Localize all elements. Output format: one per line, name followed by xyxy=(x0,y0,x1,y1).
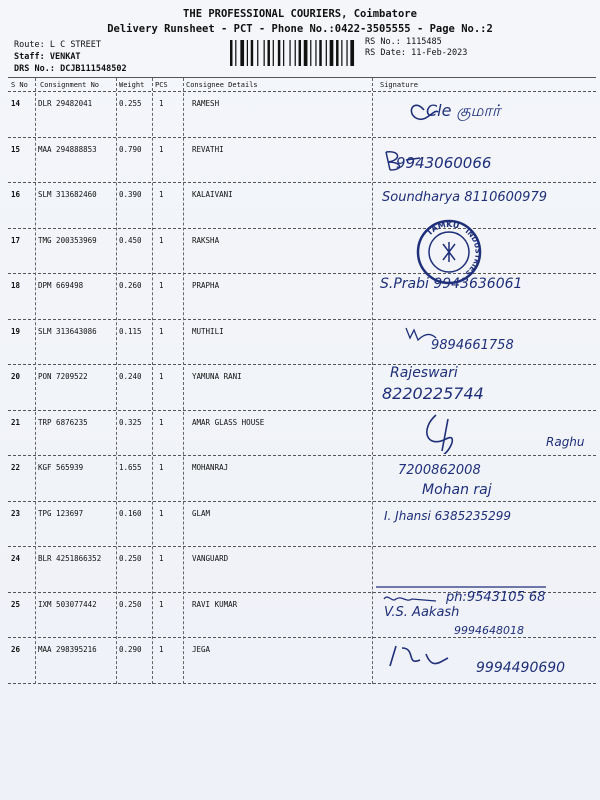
row-weight: 0.255 xyxy=(119,99,142,108)
signature-text: Raghu xyxy=(546,434,585,449)
row-consignee: MUTHILI xyxy=(192,326,224,336)
row-consignee: KALAIVANI xyxy=(192,190,233,199)
row-consignment-no: SLM 313682460 xyxy=(38,190,97,199)
stamp-top-text: TAMKU xyxy=(424,219,461,238)
row-signature xyxy=(376,409,598,455)
column-divider xyxy=(152,78,153,684)
column-divider xyxy=(35,78,36,684)
row-weight: 0.250 xyxy=(119,599,142,609)
row-consignee: RAVI KUMAR xyxy=(192,599,238,609)
page-title: THE PROFESSIONAL COURIERS, Coimbatore xyxy=(183,8,417,20)
row-sno: 23 xyxy=(11,508,21,518)
row-signature xyxy=(376,136,598,182)
row-consignment-no: TMG 200353969 xyxy=(38,235,97,245)
row-weight: 0.240 xyxy=(119,372,142,381)
row-consignment-no: DLR 29482041 xyxy=(38,99,93,108)
row-pcs: 1 xyxy=(159,599,164,609)
row-pcs: 1 xyxy=(159,281,164,290)
row-consignee: YAMUNA RANI xyxy=(192,372,242,381)
col-header-consignee: Consignee Details xyxy=(186,81,258,89)
row-consignment-no: SLM 313643086 xyxy=(38,326,97,336)
row-sno: 22 xyxy=(11,463,21,472)
col-header-consignment: Consignment No xyxy=(40,81,100,89)
row-consignment-no: PON 7209522 xyxy=(38,372,88,381)
signature-text: Rajeswari xyxy=(390,365,458,381)
signature-text: 9943060066 xyxy=(396,153,492,172)
signature-text: I. Jhansi 6385235299 xyxy=(384,508,512,523)
row-consignee: REVATHI xyxy=(192,144,224,154)
page-subtitle: Delivery Runsheet - PCT - Phone No.:0422-3505555 - Page No.:2 xyxy=(107,23,493,35)
row-sno: 14 xyxy=(11,99,21,108)
row-sno: 24 xyxy=(11,554,21,563)
row-signature xyxy=(376,227,598,273)
row-sno: 17 xyxy=(11,235,21,245)
row-signature xyxy=(376,272,598,318)
row-pcs: 1 xyxy=(159,190,164,199)
row-weight: 0.115 xyxy=(119,326,142,336)
row-signature xyxy=(376,545,598,591)
svg-text:INDUSTRIES xyxy=(464,227,482,277)
row-pcs: 1 xyxy=(159,508,164,518)
staff-field: Staff: VENKAT xyxy=(14,52,81,62)
row-weight: 0.390 xyxy=(119,190,142,199)
row-pcs: 1 xyxy=(159,99,164,108)
signature-text: S.Prabi 9943636061 xyxy=(380,276,523,292)
row-weight: 0.250 xyxy=(119,554,142,563)
row-pcs: 1 xyxy=(159,326,164,336)
row-signature xyxy=(376,318,598,364)
barcode-graphic xyxy=(230,40,358,66)
route-value: L C STREET xyxy=(49,40,102,50)
signature-text: 9894661758 xyxy=(431,337,514,353)
row-sno: 15 xyxy=(11,144,21,154)
row-sno: 20 xyxy=(11,372,21,381)
row-consignee: GLAM xyxy=(192,508,211,518)
row-consignment-no: TRP 6876235 xyxy=(38,417,88,427)
drs-value: DCJB111548502 xyxy=(60,64,127,74)
rs-date-value: 11-Feb-2023 xyxy=(411,48,468,58)
row-weight: 0.160 xyxy=(119,508,142,518)
row-signature xyxy=(376,636,598,682)
row-pcs: 1 xyxy=(159,554,164,563)
signature-text: 7200862008 xyxy=(398,463,481,478)
row-signature xyxy=(376,363,598,409)
row-consignee: RAKSHA xyxy=(192,235,220,245)
row-signature xyxy=(376,181,598,227)
row-weight: 0.450 xyxy=(119,235,142,245)
row-sno: 25 xyxy=(11,599,21,609)
row-divider xyxy=(8,683,596,684)
row-sno: 16 xyxy=(11,190,21,199)
row-consignment-no: BLR 4251866352 xyxy=(38,554,102,563)
row-sno: 18 xyxy=(11,281,21,290)
row-pcs: 1 xyxy=(159,235,164,245)
row-consignee: JEGA xyxy=(192,645,211,654)
row-consignee: AMAR GLASS HOUSE xyxy=(192,417,265,427)
row-weight: 0.325 xyxy=(119,417,142,427)
row-pcs: 1 xyxy=(159,372,164,381)
row-consignment-no: DPM 669498 xyxy=(38,281,84,290)
row-sno: 26 xyxy=(11,645,21,654)
row-consignment-no: TPG 123697 xyxy=(38,508,84,518)
row-consignment-no: MAA 294888853 xyxy=(38,144,97,154)
route-field: Route: L C STREET xyxy=(14,40,102,50)
row-consignee: MOHANRAJ xyxy=(192,463,229,472)
header-top-rule xyxy=(8,77,596,78)
signature-text: ph:9543105 68 xyxy=(446,590,546,605)
row-weight: 1.655 xyxy=(119,463,142,472)
column-divider xyxy=(116,78,117,684)
row-consignee: PRAPHA xyxy=(192,281,220,290)
signature-text: Mohan raj xyxy=(422,482,492,498)
row-pcs: 1 xyxy=(159,417,164,427)
rs-no-value: 1115485 xyxy=(405,37,442,47)
column-divider xyxy=(372,78,373,684)
rs-no-field: RS No.: 1115485 xyxy=(365,37,442,47)
row-sno: 21 xyxy=(11,417,21,427)
column-divider xyxy=(183,78,184,684)
row-weight: 0.790 xyxy=(119,144,142,154)
row-sno: 19 xyxy=(11,326,21,336)
rs-date-field: RS Date: 11-Feb-2023 xyxy=(365,48,468,58)
row-pcs: 1 xyxy=(159,144,164,154)
row-consignment-no: MAA 298395216 xyxy=(38,645,97,654)
row-consignee: RAMESH xyxy=(192,99,220,108)
row-signature xyxy=(376,90,598,136)
drs-field: DRS No.: DCJB111548502 xyxy=(14,64,127,74)
row-weight: 0.290 xyxy=(119,645,142,654)
stamp-side-text: INDUSTRIES xyxy=(463,227,482,278)
signature-text: V.S. Aakash xyxy=(384,604,460,620)
company-stamp xyxy=(415,218,483,286)
col-header-weight: Weight xyxy=(119,81,145,89)
row-weight: 0.260 xyxy=(119,281,142,290)
row-consignee: VANGUARD xyxy=(192,554,229,563)
staff-value: VENKAT xyxy=(49,52,81,62)
row-signature xyxy=(376,500,598,546)
signature-text: 9994490690 xyxy=(476,660,566,676)
header-bottom-rule xyxy=(8,91,596,92)
row-signature xyxy=(376,454,598,500)
col-header-pcs: PCS xyxy=(155,81,168,89)
row-consignment-no: KGF 565939 xyxy=(38,463,84,472)
col-header-signature: Signature xyxy=(380,81,418,89)
col-header-sno: S No xyxy=(11,81,28,89)
signature-text: Cle குமார் xyxy=(426,101,501,120)
row-signature xyxy=(376,591,598,637)
signature-text: 9994648018 xyxy=(454,623,524,636)
row-pcs: 1 xyxy=(159,645,164,654)
row-consignment-no: IXM 503077442 xyxy=(38,599,97,609)
signature-text: Soundharya 8110600979 xyxy=(382,190,547,205)
row-pcs: 1 xyxy=(159,463,164,472)
signature-text: 8220225744 xyxy=(382,384,484,403)
